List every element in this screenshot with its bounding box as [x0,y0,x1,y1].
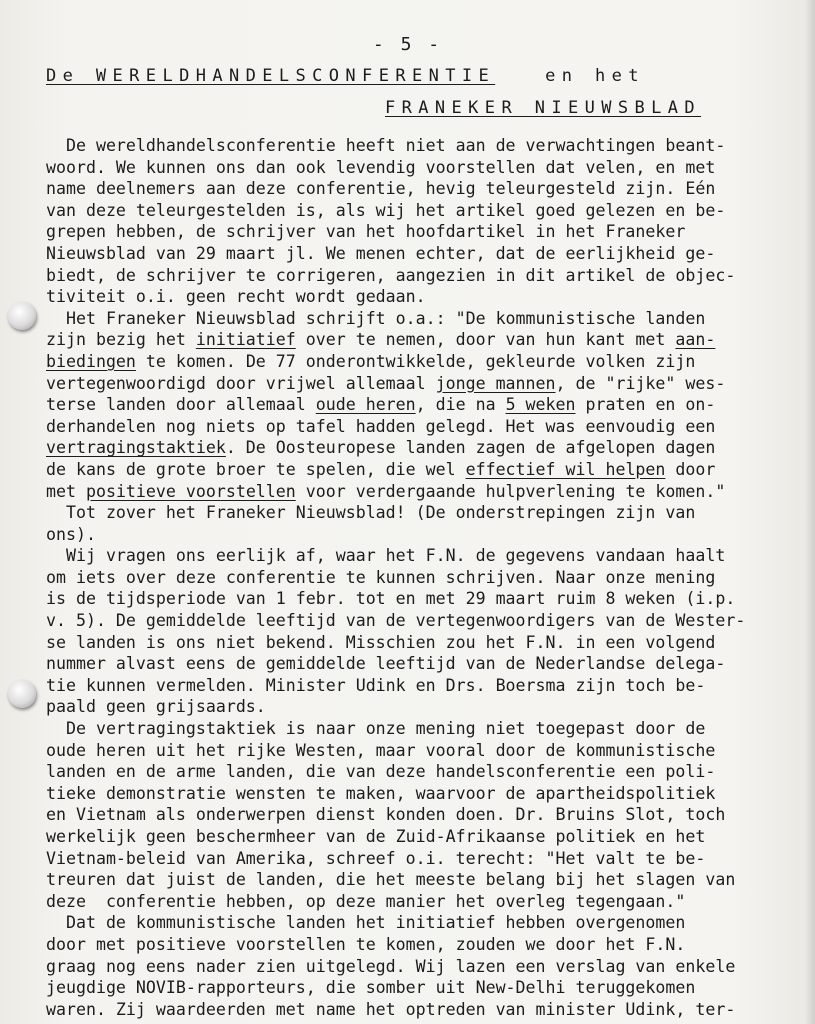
title-connector: en het [545,66,645,86]
text-line: deze conferentie hebben, op deze manier het overleg tegengaan." [46,891,686,911]
text-line: biedt, de schrijver te corrigeren, aangezien in dit artikel de objec- [46,265,736,285]
text-fragment: . De Oosteuropese landen zagen de afgelopen dagen [225,438,716,458]
underlined-text: 5 weken [505,395,576,415]
underlined-text: biedingen [46,351,136,371]
text-line: door met positieve voorstellen te komen, zouden we door het F.N. [46,934,686,954]
text-line: Vietnam-beleid van Amerika, schreef o.i. terecht: "Het valt te be- [46,848,706,868]
text-line: van deze teleurgestelden is, als wij het artikel goed gelezen en be- [46,200,726,220]
text-fragment: terse landen door allemaal [46,395,316,415]
text-line: waren. Zij waardeerden met name het optreden van minister Udink, ter- [46,999,736,1019]
page-edge-shadow [805,0,815,1024]
text-line: tieke demonstratie wensten te maken, waarvoor de apartheidspolitiek [46,783,716,803]
underlined-text: vertragingstaktiek [46,438,226,458]
text-line [46,329,806,351]
text-line: graag nog eens nader zien uitgelegd. Wij lazen een verslag van enkele [46,956,736,976]
title-main: De WERELDHANDELSCONFERENTIE [46,66,496,86]
text-line: werkelijk geen beschermheer van de Zuid-Afrikaanse politiek en het [46,827,706,846]
title-line-2 [385,98,701,118]
underlined-text: jonge mannen [435,373,556,393]
text-fragment: door [665,459,716,479]
text-fragment: voor verdergaande hulpverlening te komen." [295,481,726,501]
text-fragment: praten en on- [575,395,716,415]
text-line [46,351,806,373]
text-fragment: vertegenwoordigd door vrijwel allemaal [46,373,436,393]
text-line: derhandelen nog niets op tafel hadden gelegd. Het was eenvoudig een [46,416,716,436]
text-line: Het Franeker Nieuwsblad schrijft o.a.: "De kommunistische landen [46,308,706,328]
text-line: is de tijdsperiode van 1 febr. tot en met 29 maart ruim 8 weken (i.p. [46,589,736,609]
text-line [46,459,806,481]
text-line: ons). [46,524,96,544]
text-line: Wij vragen ons eerlijk af, waar het F.N. de gegevens vandaan haalt [46,546,726,566]
text-line: oude heren uit het rijke Westen, maar vooral door de kommunistische [46,740,716,760]
underlined-text: effectief wil helpen [465,459,666,479]
text-line: se landen is ons niet bekend. Misschien zou het F.N. in een volgend [46,632,716,652]
title-newspaper: FRANEKER NIEUWSBLAD [385,98,702,118]
text-line [46,481,806,503]
text-line [46,394,806,416]
text-line: landen en de arme landen, die van deze handelsconferentie een poli- [46,762,716,782]
text-line [46,373,806,395]
text-line: treuren dat juist de landen, die het meeste belang bij het slagen van [46,870,736,890]
underlined-text: oude heren [315,395,416,415]
text-line: De vertragingstaktiek is naar onze mening niet toegepast door de [46,719,706,739]
text-line: Dat de kommunistische landen het initiatief hebben overgenomen [46,913,686,933]
text-fragment: , die na [415,395,506,415]
text-fragment: met [46,481,86,501]
text-line [46,437,806,459]
text-line: name deelnemers aan deze conferentie, hevig teleurgesteld zijn. Eén [46,179,716,199]
underlined-text: positieve voorstellen [85,481,296,501]
text-fragment: zijn bezig het [46,330,196,350]
text-line: tie kunnen vermelden. Minister Udink en Drs. Boersma zijn toch be- [46,675,706,695]
article-body [46,135,806,1020]
underlined-text: initiatief [195,330,296,350]
text-line: Nieuwsblad van 29 maart jl. We menen echter, dat de eerlijkheid ge- [46,243,716,263]
text-line: jeugdige NOVIB-rapporteurs, die somber uit New-Delhi teruggekomen [46,978,696,998]
title-line-1 [46,66,645,86]
text-line: tiviteit o.i. geen recht wordt gedaan. [46,287,426,307]
text-fragment: , de "rijke" wes- [555,373,726,393]
underlined-text: aan- [675,330,716,350]
text-line: grepen hebben, de schrijver van het hoofdartikel in het Franeker [46,222,686,242]
text-fragment: te komen. De 77 onderontwikkelde, gekleurde volken zijn [135,351,696,371]
text-fragment: over te nemen, door van hun kant met [295,330,676,350]
text-line: De wereldhandelsconferentie heeft niet aan de verwachtingen beant- [46,136,726,155]
text-line: woord. We kunnen ons dan ook levendig voorstellen dat velen, en met [46,157,716,177]
punch-hole-top [8,302,36,330]
text-line: nummer alvast eens de gemiddelde leeftijd van de Nederlandse delega- [46,654,726,674]
page-number: - 5 - [372,34,443,55]
text-line: v. 5). De gemiddelde leeftijd van de vertegenwoordigers van de Wester- [46,611,746,631]
text-line: Tot zover het Franeker Nieuwsblad! (De onderstrepingen zijn van [46,503,696,523]
text-line: en Vietnam als onderwerpen dienst konden doen. Dr. Bruins Slot, toch [46,805,726,825]
text-line: om iets over deze conferentie te kunnen schrijven. Naar onze mening [46,567,716,587]
punch-hole-bottom [8,680,36,708]
text-fragment: de kans de grote broer te spelen, die wel [46,459,466,479]
text-line: paald geen grijsaards. [46,697,266,717]
